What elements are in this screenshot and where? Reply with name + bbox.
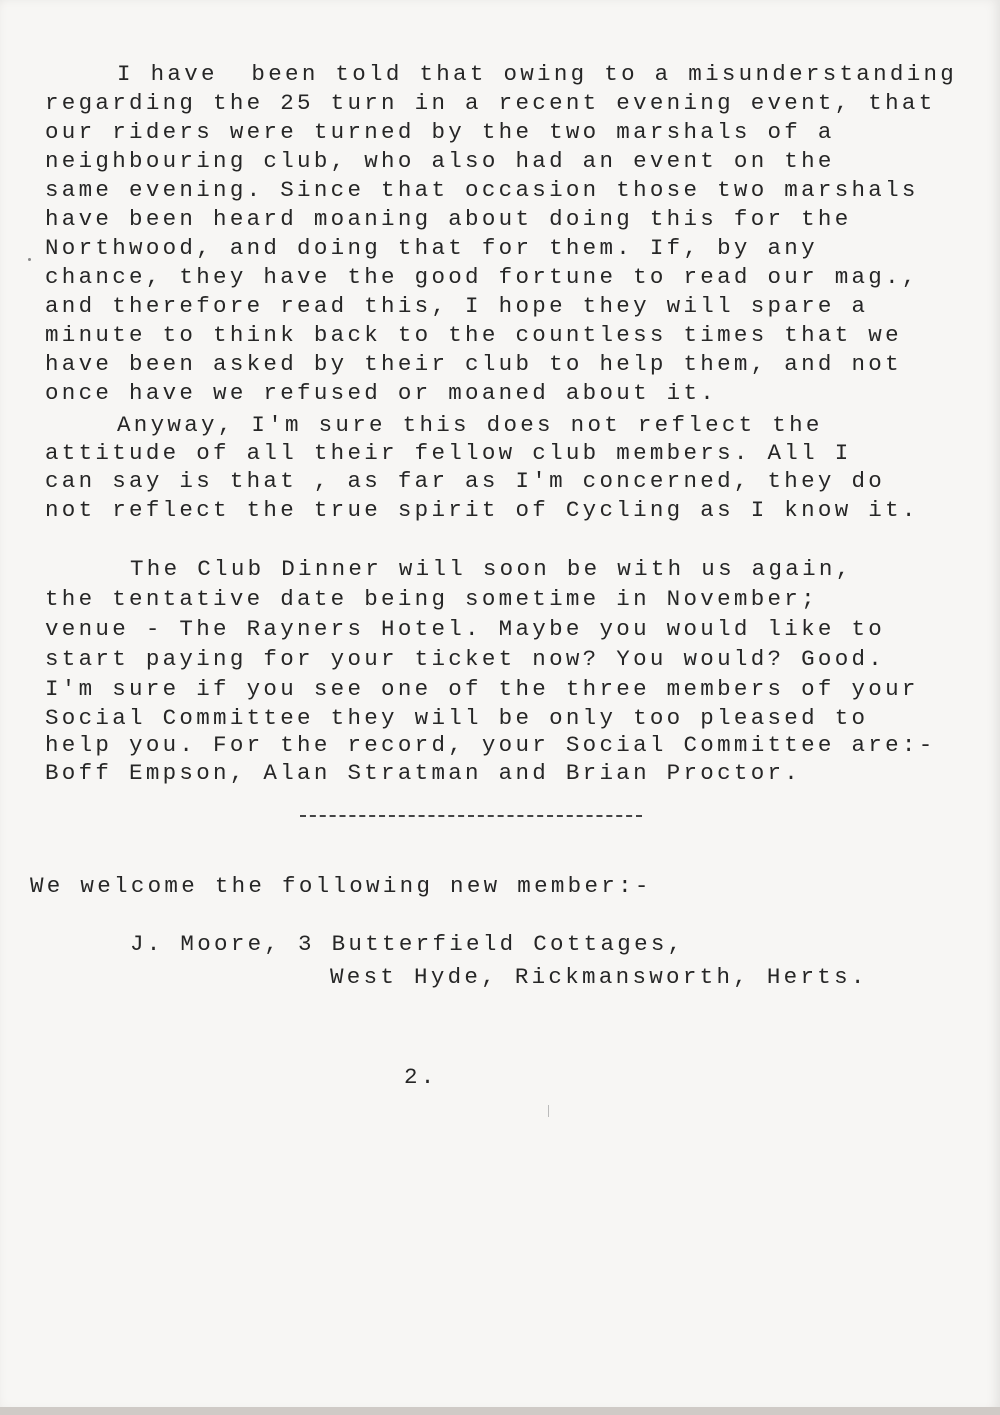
text-line: the tentative date being sometime in November; [45, 586, 818, 612]
dashed-divider [300, 815, 642, 817]
text-line: minute to think back to the countless times that we [45, 322, 902, 348]
paper-speck [28, 258, 31, 261]
member-address-line-1: J. Moore, 3 Butterfield Cottages, [130, 931, 685, 957]
text-line: I have been told that owing to a misunderstanding [117, 61, 958, 87]
text-line: The Club Dinner will soon be with us again, [130, 556, 853, 582]
text-line: start paying for your ticket now? You would? Good. [45, 646, 886, 672]
text-line: have been asked by their club to help them, and not [45, 351, 902, 377]
text-line: Northwood, and doing that for them. If, by any [45, 235, 818, 261]
text-line: help you. For the record, your Social Committee are:- [45, 732, 936, 758]
text-line: not reflect the true spirit of Cycling as I know it. [45, 497, 919, 523]
text-line: Boff Empson, Alan Stratman and Brian Proctor. [45, 760, 802, 786]
page-number: 2. [404, 1064, 438, 1090]
text-line: and therefore read this, I hope they will spare a [45, 293, 869, 319]
welcome-intro: We welcome the following new member:- [30, 873, 652, 899]
text-line: chance, they have the good fortune to read our mag., [45, 264, 919, 290]
text-line: have been heard moaning about doing this for the [45, 206, 852, 232]
text-line: Social Committee they will be only too pleased to [45, 705, 869, 731]
page-bottom-edge [0, 1407, 1000, 1415]
text-line: our riders were turned by the two marshals of a [45, 119, 835, 145]
paper-mark [548, 1105, 549, 1117]
text-line: same evening. Since that occasion those two marshals [45, 177, 919, 203]
text-line: attitude of all their fellow club members. All I [45, 440, 852, 466]
text-line: once have we refused or moaned about it. [45, 380, 718, 406]
text-line: can say is that , as far as I'm concerned, they do [45, 468, 886, 494]
text-line: Anyway, I'm sure this does not reflect the [117, 412, 823, 438]
text-line: I'm sure if you see one of the three members of your [45, 676, 919, 702]
text-line: regarding the 25 turn in a recent evening event, that [45, 90, 936, 116]
text-line: neighbouring club, who also had an event on the [45, 148, 835, 174]
member-address-line-2: West Hyde, Rickmansworth, Herts. [330, 964, 868, 990]
text-line: venue - The Rayners Hotel. Maybe you would like to [45, 616, 886, 642]
